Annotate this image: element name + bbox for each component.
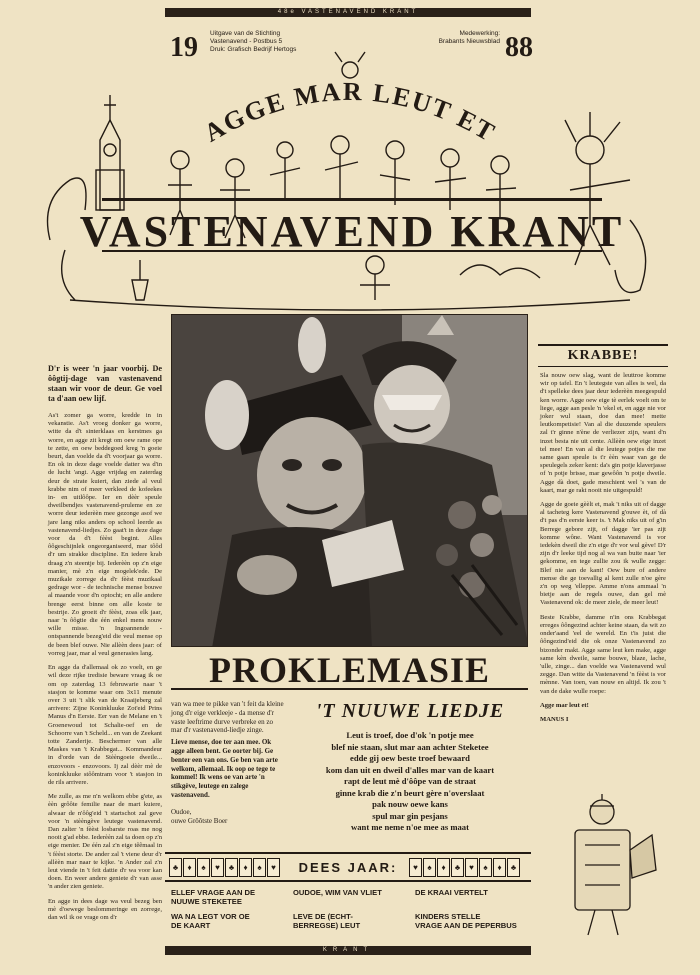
cooperation-info: Medewerking: Brabants Nieuwsblad	[438, 30, 500, 45]
index-item[interactable]: OUDOE, WIM VAN VLIET	[293, 888, 382, 897]
carnival-photo	[171, 314, 528, 647]
dees-jaar-band	[165, 852, 531, 882]
card-icon: ♠	[479, 858, 492, 877]
proclamation-closing: Oudoe,	[171, 807, 192, 816]
index-block	[165, 884, 531, 936]
right-paragraph: Agge de goeie gèèlt et, mak 't niks uit of dagge al tacheteg kere Vastenavend g'ouwe èt, of dà d't pas d'n eerste keer is. 't Mak niks uit of g'in Berrege gebore zijt, of dagge 'ier pas zijt komme wône. Want Vastenavend is vor iedekèn dweil die z'n eige d'r vor wul gève! D'r zijn d'r leeke tijd nog al wa van buite naar 'ier gekomme, en tege zullie zou ik wulle zegge: Blef nie aan de kant! Oew bure of andere mense die ge toevallig al kent zulle n'oe gère z'n op weg 'elleppe. Amme n'ons ammaal 'n bietje aan de regels ouwe, dan gel mè Vastenavend ok: de meer ziele, de meer leut!	[540, 501, 666, 607]
right-paragraph: Sla nouw oew slag, want de leuttroe komme wir op tafel. En 't leutegste van alles is wel, da d't spelleke dees jaar deur iederèèn meegespuld ken worre. Agge oew eige tè eerlek voelt om te liege, agge aan pesle 'n 'ekel et, en agge nie vor joker wul staan, doe dan mee! mette leutkompetisie! Van al die duuzende speulers zal t'r ginne n'ène de verliezer zijn, want d'n inzet besta nie uit cente. Allèèn oew eige inzet tel mee! En van al die leutege potjes die me same gaan speule is t'r èèn waar van ge de speulegels zeker kent: da's gin potje klaverjasse of 'n potje brisse, mar gewôôn 'n potje dweile. Agge dà doet, gade meschient wel 's van de kaart, mar ge rakt nooit nie uitgespuld!	[540, 372, 666, 494]
proclamation-signature: ouwe Grôôtste Boer	[171, 816, 228, 825]
proclamation-text	[171, 700, 285, 825]
card-icon: ♦	[493, 858, 506, 877]
card-icon: ♣	[507, 858, 520, 877]
card-icon: ♣	[169, 858, 182, 877]
left-paragraph: As't zomer ga worre, kredde in in vekanstie. As't vroeg donker ga worre, witte da d't sinterklaas en kerstmes ga worre, en agge zit kregt om oew rame ope te zette, en oew beddegoed kreg 'n goeie beurt, dan voelde da d't voorjaar ga worre. En ok in deze dage voelde datter wa d'in de lucht 'angt. Agge vrijdag en zaterdag deur de strate kuiert, dan ziede al veul krabbe nim of meer verkleed de kofeekes in- en uitlôôpe. Ier en dèèr speule dweilbendjes vastenavend-pruleme en ze worre deur iederèèn mee gezonge asof we jare lang niks anders op school leerde as vastenavend-liedjes. Zo gaat't in deze dage voor da d't fèèst begint. Alles ôôgeschijnlek ongeorganiseerd, mar tôôd d'r um strakke discipline. En iedere krab draag z'n steentje bij. Iederèèn op z'n eige manier, mè z'n eige mogelek'ede. De muzikale zorrege da d'r fèèst muzikaal gedrage wor - de technische mense bouwe al maande voor d'n optocht; en alle andere brenge eerst binne om alle koste te bestrije. Zo groeit d'r fèèst, zoas elk jaar, naar 'n ôôgtie die één enkel mens nouw wille misse. 'n Ingoannende - ontspannende bezeg'eid die veul mense op de been blef ouwe. Nie allèèn dees jaar: of vorreg jaar, mar al veul generasies lang.	[48, 412, 162, 657]
index-item[interactable]: LEVE DE (ECHT- BERREGSE) LEUT	[293, 912, 361, 930]
left-paragraph: En agge da d'allemaal ok zo voelt, en ge wil deze rijke tredisie beware vraag ik oe om op zaterdag 13 februwarie naar 't stasjon te komme waar om 3x11 menute over 3 uit 't slik van de Kraaijeberg zal arrivere: Zijne Koninkluuke Zot'eid Prins Manus d'n Eerste. Eer van de Melane en 't Groenewoud tot Schalie-oef en de Schoorre van 't Scheld... en van de Zeekant totte Zanderije. Beschermer van alle Maskes van 't Krabbegat... Kommandeur in d'orde van de Stèèngoeie dweile... enzovoors - enzovoors. Ij zal dèèr mè de koninkluuke stôômtram voor 't stasjon in de rils arrivere.	[48, 664, 162, 786]
card-icon: ♥	[409, 858, 422, 877]
card-row-right	[409, 858, 520, 877]
publisher-info: Uitgave van de Stichting Vastenavend - Postbus 5 Druk: Grafisch Bedrijf Hertogs	[210, 30, 297, 53]
title-arc: AGGE MAR LEUT ET	[199, 76, 501, 148]
lead-text: D'r is weer 'n jaar voorbij. De ôôgtij-dage van vastenavend staan wir voor de deur. Ge voel ta d'aan oew lijf.	[48, 364, 162, 403]
year-right: 88	[505, 32, 533, 63]
card-icon: ♦	[437, 858, 450, 877]
card-icon: ♦	[183, 858, 196, 877]
card-row-left	[169, 858, 280, 877]
title-main: VASTENAVEND KRANT	[79, 207, 625, 256]
card-icon: ♥	[211, 858, 224, 877]
card-icon: ♠	[253, 858, 266, 877]
right-paragraph: Beste Krabbe, damme n'in ons Krabbegat erreges ôôngezind achter keine staan, da wit zo onder'aand 'eel de wereld. En t'is juist die ôôngezind'eid die ok onze Vastenavend zo bizonder makt. Agge same leut ken make, agge same kèn dweile, same bouwe, blaze, lache, 'ulle, zinge... dan voelde wa Vastenavend wul zegge. Dan witte da Vastenavend 'n fèèst is vor mènne. Van toen, van nouw en altijd. Ik zou 't van de dake wulle roepe:	[540, 613, 666, 695]
index-item[interactable]: WA NA LEGT VOR OE DE KAART	[171, 912, 250, 930]
photo-scene	[172, 315, 528, 647]
card-icon: ♥	[465, 858, 478, 877]
card-icon: ♠	[197, 858, 210, 877]
proclamation-bold: Lieve mense, doe ter aan mee. Ok agge alleen bent. Ge oorter bij. Ge benter een van ons. Ge ben van arte welkom, allemaal. Ik oop oe tege te kommel! Ik wens oe van arte 'n stikgève, leutege en zalege vastenavend.	[171, 738, 278, 799]
left-column	[48, 364, 162, 928]
right-signature: MANUS I	[540, 715, 569, 723]
proclamation-headline: PROKLEMASIE	[171, 650, 528, 690]
index-item[interactable]: DE KRAAI VERTELT	[415, 888, 488, 897]
year-left: 19	[170, 32, 198, 63]
song-title: 'T NUUWE LIEDJE	[315, 700, 505, 722]
card-icon: ♥	[267, 858, 280, 877]
index-item[interactable]: ELLEF VRAGE AAN DE NUUWE STEKETEE	[171, 888, 256, 906]
card-icon: ♠	[423, 858, 436, 877]
proclamation-body: van wa mee te pikke van 't feit da kleine jong d'r eige verkleeje - da mense d'r vaste leeftrime durve verbreke en zo mar d'r vastenavend-liedje zinge.	[171, 700, 284, 735]
right-column	[540, 372, 666, 724]
right-bold-closing: Agge mar leut et!	[540, 701, 589, 709]
left-paragraph: Me zulle, as me n'n welkom ebbe g'ete, as èèn grôôte femilie naar de mart kuiere, alwaar de n'ôôg'eid 't startschot zal geve voor 'n stèèngève leutege vastenavend. Dan zalter 'n fèèst losbarste roas me nog nooit g'ad ebbe. Iederèèn zal ta doen op z'n eige menier. De één zal z'n eige têêmaal in 't fèèst storte. De ander zal 't viene deur d'r allèèn mar naar te kijke. 'n Ander zal z'n leut viende in 't feit dattie d'r wa voor kan doen. En weer andere geniete d'r van asse 'n ander zien geniete.	[48, 793, 162, 891]
card-icon: ♣	[225, 858, 238, 877]
bottom-band: KRANT	[165, 946, 531, 955]
song-lyrics: Leut is troef, doe d'ok 'n potje mee blef nie staan, slut mar aan achter Steketee edde gij oew beste troef bewaard kom dan uit en dweil d'alles mar van de kaart rapt de leut mè d'ôôpe van de straat ginne krab die z'n beurt gère n'overslaat pak nouw oewe kans spul mar gin pesjans want me neme n'oe mee as maat	[325, 730, 495, 832]
card-icon: ♦	[239, 858, 252, 877]
masthead-illustration	[30, 50, 670, 312]
left-paragraph: En agge in dees dage wa veul bezeg ben mè d'oewege beslommeringe en zorrege, dan wil ik oe vrage om d'r	[48, 897, 162, 921]
index-item[interactable]: KINDERS STELLE VRAGE AAN DE PEPERBUS	[415, 912, 517, 930]
top-band: 48e VASTENAVEND KRANT	[165, 8, 531, 17]
card-icon: ♣	[451, 858, 464, 877]
krabbe-title: KRABBE!	[538, 344, 668, 367]
dees-jaar-label: DEES JAAR:	[298, 860, 398, 875]
playing-card-figure	[560, 790, 660, 940]
